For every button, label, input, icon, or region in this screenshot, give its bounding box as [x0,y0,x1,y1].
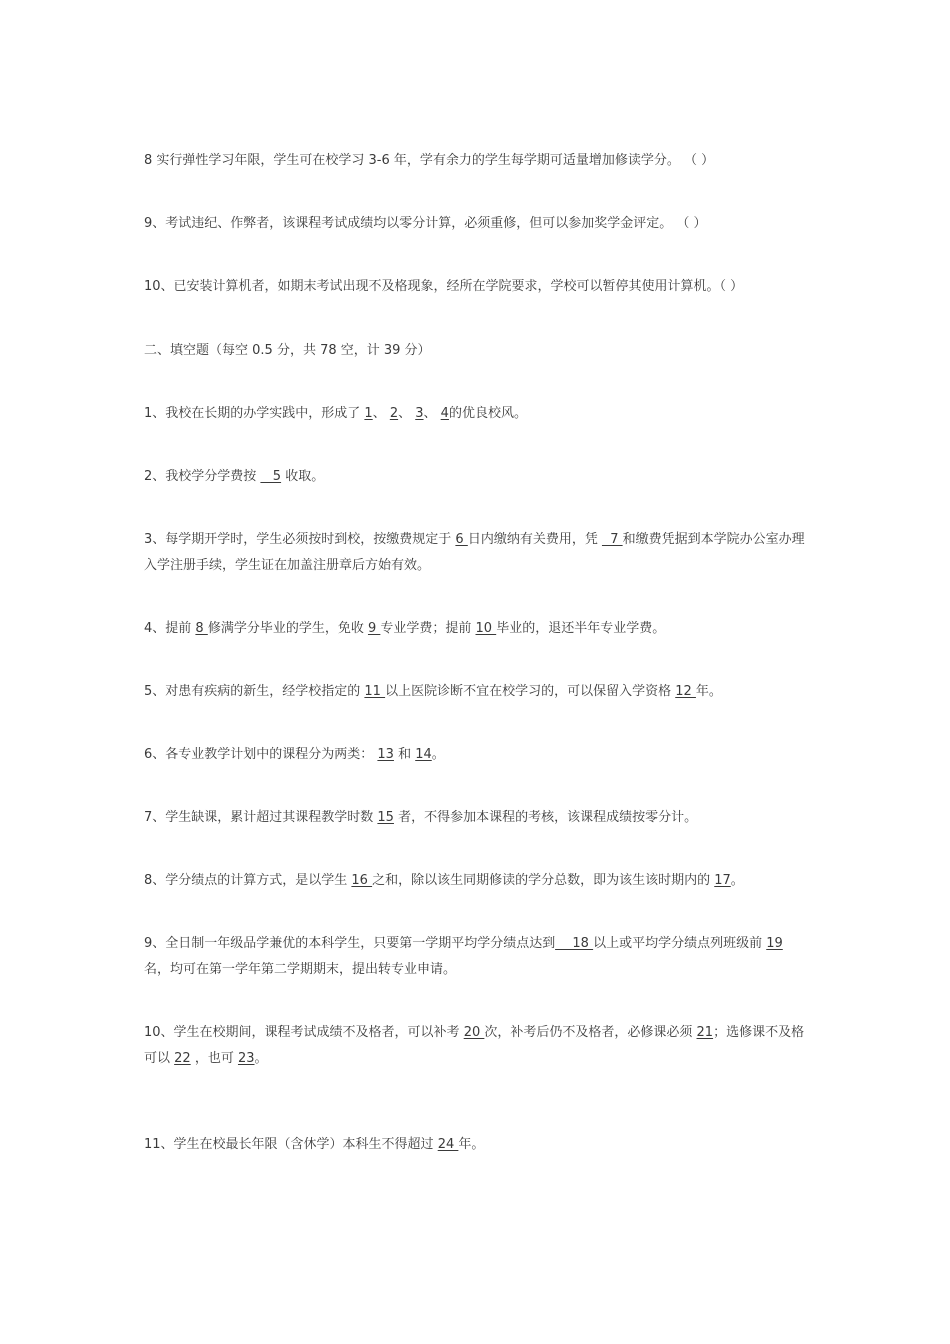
fill-question-10: 10、学生在校期间，课程考试成绩不及格者，可以补考 20 次，补考后仍不及格者，必修课必须 21；选修课不及格可以 22 ，也可 23。 [144,1025,805,1066]
blank-20: 20 [463,1025,485,1040]
blank-11: 11 [364,684,386,699]
true-false-question-10: 10、已安装计算机者，如期末考试出现不及格现象，经所在学院要求，学校可以暂停其使用计算机。（ ） [144,279,744,294]
blank-10: 10 [475,621,497,636]
fill-question-9: 9、全日制一年级品学兼优的本科学生，只要第一学期平均学分绩点达到__ 18 以上或平均学分绩点列班级前 19 名，均可在第一学年第二学期期末，提出转专业申请。 [144,936,783,977]
blank-3: 3 [415,406,424,421]
blank-9: 9 [367,621,381,636]
blank-22: 22 [174,1051,191,1066]
blank-6: 6 [455,532,468,547]
fill-question-11: 11、学生在校最长年限（含休学）本科生不得超过 24 年。 [144,1137,485,1152]
fill-question-7: 7、学生缺课，累计超过其课程教学时数 15 者，不得参加本课程的考核，该课程成绩按零分计。 [144,810,698,825]
fill-question-5: 5、对患有疾病的新生，经学校指定的 11 以上医院诊断不宜在校学习的，可以保留入学资格 12 年。 [144,684,722,699]
true-false-question-9: 9、考试违纪、作弊者，该课程考试成绩均以零分计算，必须重修，但可以参加奖学金评定。 （ ） [144,216,707,231]
blank-13: 13 [377,747,394,762]
blank-5: 5 [260,469,282,484]
blank-18: __ 18 [555,936,594,951]
section-title-fill-blank: 二、填空题（每空 0.5 分，共 78 空，计 39 分） [144,343,431,358]
blank-8: 8 [195,621,208,636]
blank-14: 14 [415,747,432,762]
fill-question-6: 6、各专业教学计划中的课程分为两类： 13 和 14。 [144,747,445,762]
blank-12: 12 [675,684,696,699]
blank-1: 1 [364,406,373,421]
blank-4: 4 [440,406,449,421]
blank-19: 19 [766,936,783,951]
blank-23: 23 [237,1051,255,1066]
fill-question-2: 2、我校学分学费按 5 收取。 [144,469,325,484]
blank-2: 2 [389,406,399,421]
blank-21: 21 [696,1025,714,1040]
fill-question-3: 3、每学期开学时，学生必须按时到校，按缴费规定于 6 日内缴纳有关费用，凭 7 和缴费凭据到本学院办公室办理入学注册手续，学生证在加盖注册章后方始有效。 [144,532,805,573]
fill-question-1: 1、我校在长期的办学实践中，形成了 1、 2、 3、 4的优良校风。 [144,406,527,421]
blank-17: 17 [714,873,731,888]
fill-question-8: 8、学分绩点的计算方式，是以学生 16 之和，除以该生同期修读的学分总数，即为该生该时期内的 17。 [144,873,744,888]
blank-15: 15 [377,810,394,825]
blank-7: 7 [601,532,623,547]
blank-24: 24 [437,1137,459,1152]
true-false-question-8: 8 实行弹性学习年限，学生可在校学习 3-6 年，学有余力的学生每学期可适量增加修读学分。 （ ） [144,153,715,168]
blank-16: 16 [351,873,373,888]
fill-question-4: 4、提前 8 修满学分毕业的学生，免收 9 专业学费；提前 10 毕业的，退还半年专业学费。 [144,621,666,636]
